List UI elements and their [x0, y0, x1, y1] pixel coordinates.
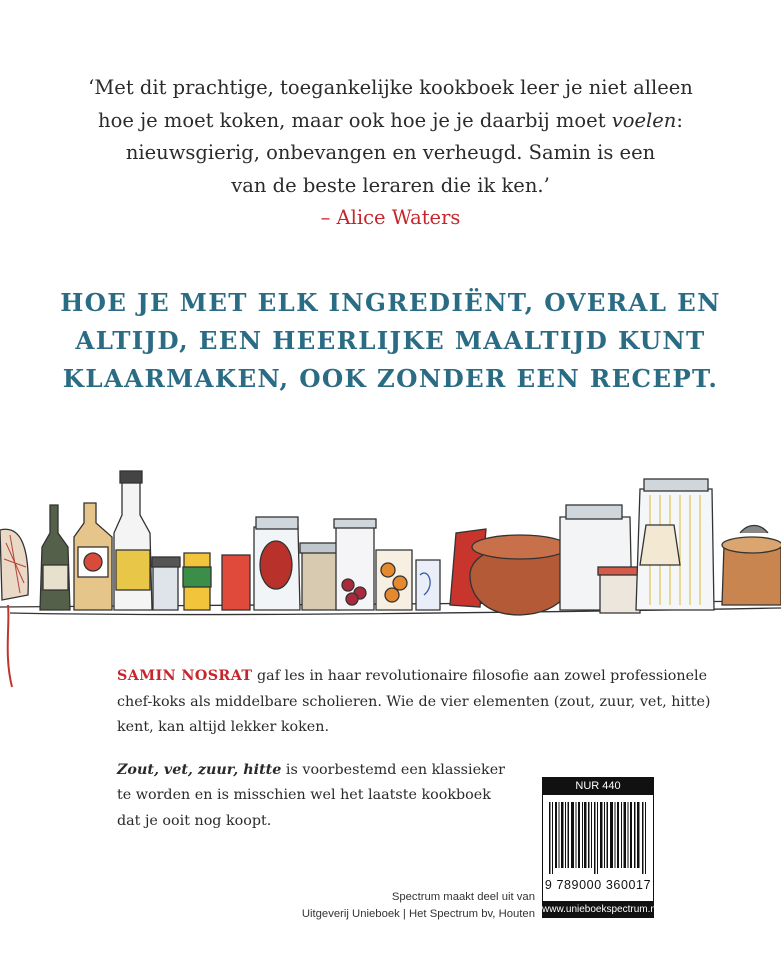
bio-p2-line-3: dat je ooit nog koopt. [117, 812, 272, 829]
quote-line-2-text: hoe je moet koken, maar ook hoe je je daarbij moet [98, 108, 612, 132]
headline-line-1: HOE JE MET ELK INGREDIËNT, OVERAL EN [60, 288, 721, 317]
bio-line-3: kent, kan altijd lekker koken. [117, 719, 329, 735]
bio-p2-line-2: te worden en is misschien wel het laatste kookboek [117, 787, 491, 803]
publisher-url: www.unieboekspectrum.nl [542, 901, 654, 918]
quote-author: – Alice Waters [320, 206, 461, 229]
bio-line-1 [117, 664, 708, 690]
bio-line-2: chef-koks als middelbare scholieren. Wie de vier elementen (zout, zuur, vet, hitte) [117, 693, 711, 710]
headline [60, 284, 721, 398]
pantry-shelf-illustration [0, 455, 781, 695]
quote-emphasis: voelen [611, 108, 677, 132]
barcode-icon [549, 802, 647, 874]
barcode-box [542, 777, 654, 917]
headline-line-3: KLAARMAKEN, OOK ZONDER EEN RECEPT. [62, 364, 719, 393]
headline-line-2: ALTIJD, EEN HEERLIJKE MAALTIJD KUNT [75, 326, 706, 355]
quote-line-2-punct: : [676, 108, 683, 132]
publisher-info [302, 889, 535, 922]
nur-label: NUR 440 [543, 778, 653, 795]
publisher-line-1: Spectrum maakt deel uit van [391, 891, 535, 903]
quote-line-4: van de beste leraren die ik ken.’ [231, 173, 550, 197]
quote-line-1: ‘Met dit prachtige, toegankelijke kookboek leer je niet alleen [88, 76, 693, 99]
quote-line-2 [60, 105, 721, 138]
blurb-quote [60, 72, 721, 202]
bio-line-1-text: gaf les in haar revolutionaire filosofie aan zowel professionele [252, 668, 708, 684]
isbn-number: 9 789000 360017 [544, 878, 652, 892]
author-name: SAMIN NOSRAT [117, 668, 253, 684]
publisher-line-2: Uitgeverij Unieboek | Het Spectrum bv, Houten [301, 907, 535, 920]
quote-line-3: nieuwsgierig, onbevangen en verheugd. Samin is een [125, 141, 656, 164]
book-title: Zout, vet, zuur, hitte [117, 761, 282, 778]
bio-p2-line-1-text: is voorbestemd een klassieker [281, 761, 506, 778]
